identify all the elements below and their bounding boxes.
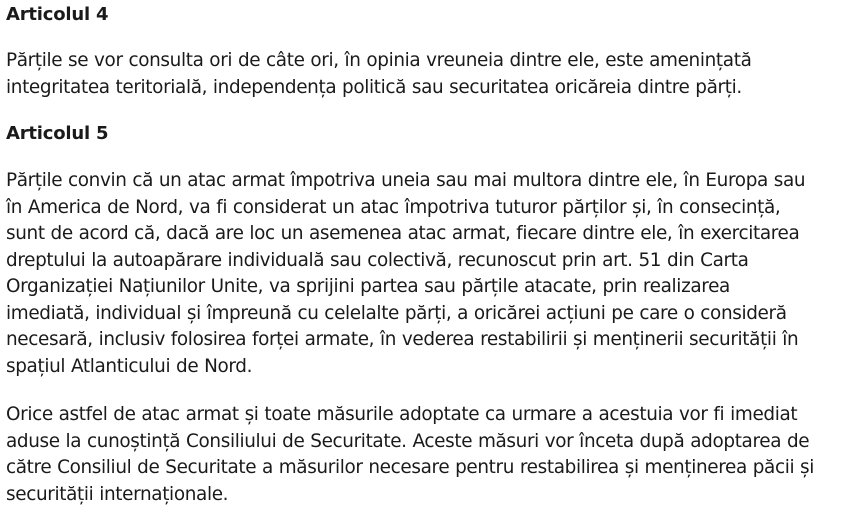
paragraph-line: Orice astfel de atac armat și toate măsurile adoptate ca urmare a acestuia vor fi imediat	[6, 404, 798, 425]
paragraph-line: integritatea teritorială, independența politică sau securitatea oricăreia dintre părți.	[6, 76, 742, 98]
paragraph-line: Părțile se vor consulta ori de câte ori, în opinia vreuneia dintre ele, este amenințată	[6, 50, 752, 71]
paragraph-line: imediată, individual și împreună cu celelalte părți, a oricărei acțiuni pe care o consideră	[6, 302, 787, 324]
paragraph-line: în America de Nord, va fi considerat un atac împotriva tuturor părților și, în consecință,	[6, 196, 781, 218]
article-4-heading: Articolul 4	[6, 4, 109, 25]
article-4-paragraph	[6, 48, 751, 101]
paragraph-line: Organizației Națiunilor Unite, va sprijini partea sau părțile atacate, prin realizarea	[6, 276, 730, 297]
article-5-heading: Articolul 5	[6, 123, 109, 144]
paragraph-line: Părțile convin că un atac armat împotriva uneia sau mai multora dintre ele, în Europa sau	[6, 170, 806, 191]
paragraph-line: necesară, inclusiv folosirea forței armate, în vederea restabilirii și menținerii securității în	[6, 329, 799, 350]
article-5-paragraph-1	[6, 168, 805, 380]
paragraph-line: spațiul Atlanticului de Nord.	[6, 355, 253, 377]
paragraph-line: securității internaționale.	[6, 483, 229, 505]
paragraph-line: aduse la cunoștință Consiliului de Securitate. Aceste măsuri vor înceta după adoptarea de	[6, 430, 810, 452]
article-5-paragraph-2	[6, 402, 814, 508]
paragraph-line: către Consiliul de Securitate a măsurilor necesare pentru restabilirea și menținerea păcii și	[6, 457, 815, 478]
paragraph-line: sunt de acord că, dacă are loc un asemenea atac armat, fiecare dintre ele, în exercitarea	[6, 223, 800, 244]
paragraph-line: dreptului la autoapărare individuală sau colectivă, recunoscut prin art. 51 din Carta	[6, 249, 749, 271]
